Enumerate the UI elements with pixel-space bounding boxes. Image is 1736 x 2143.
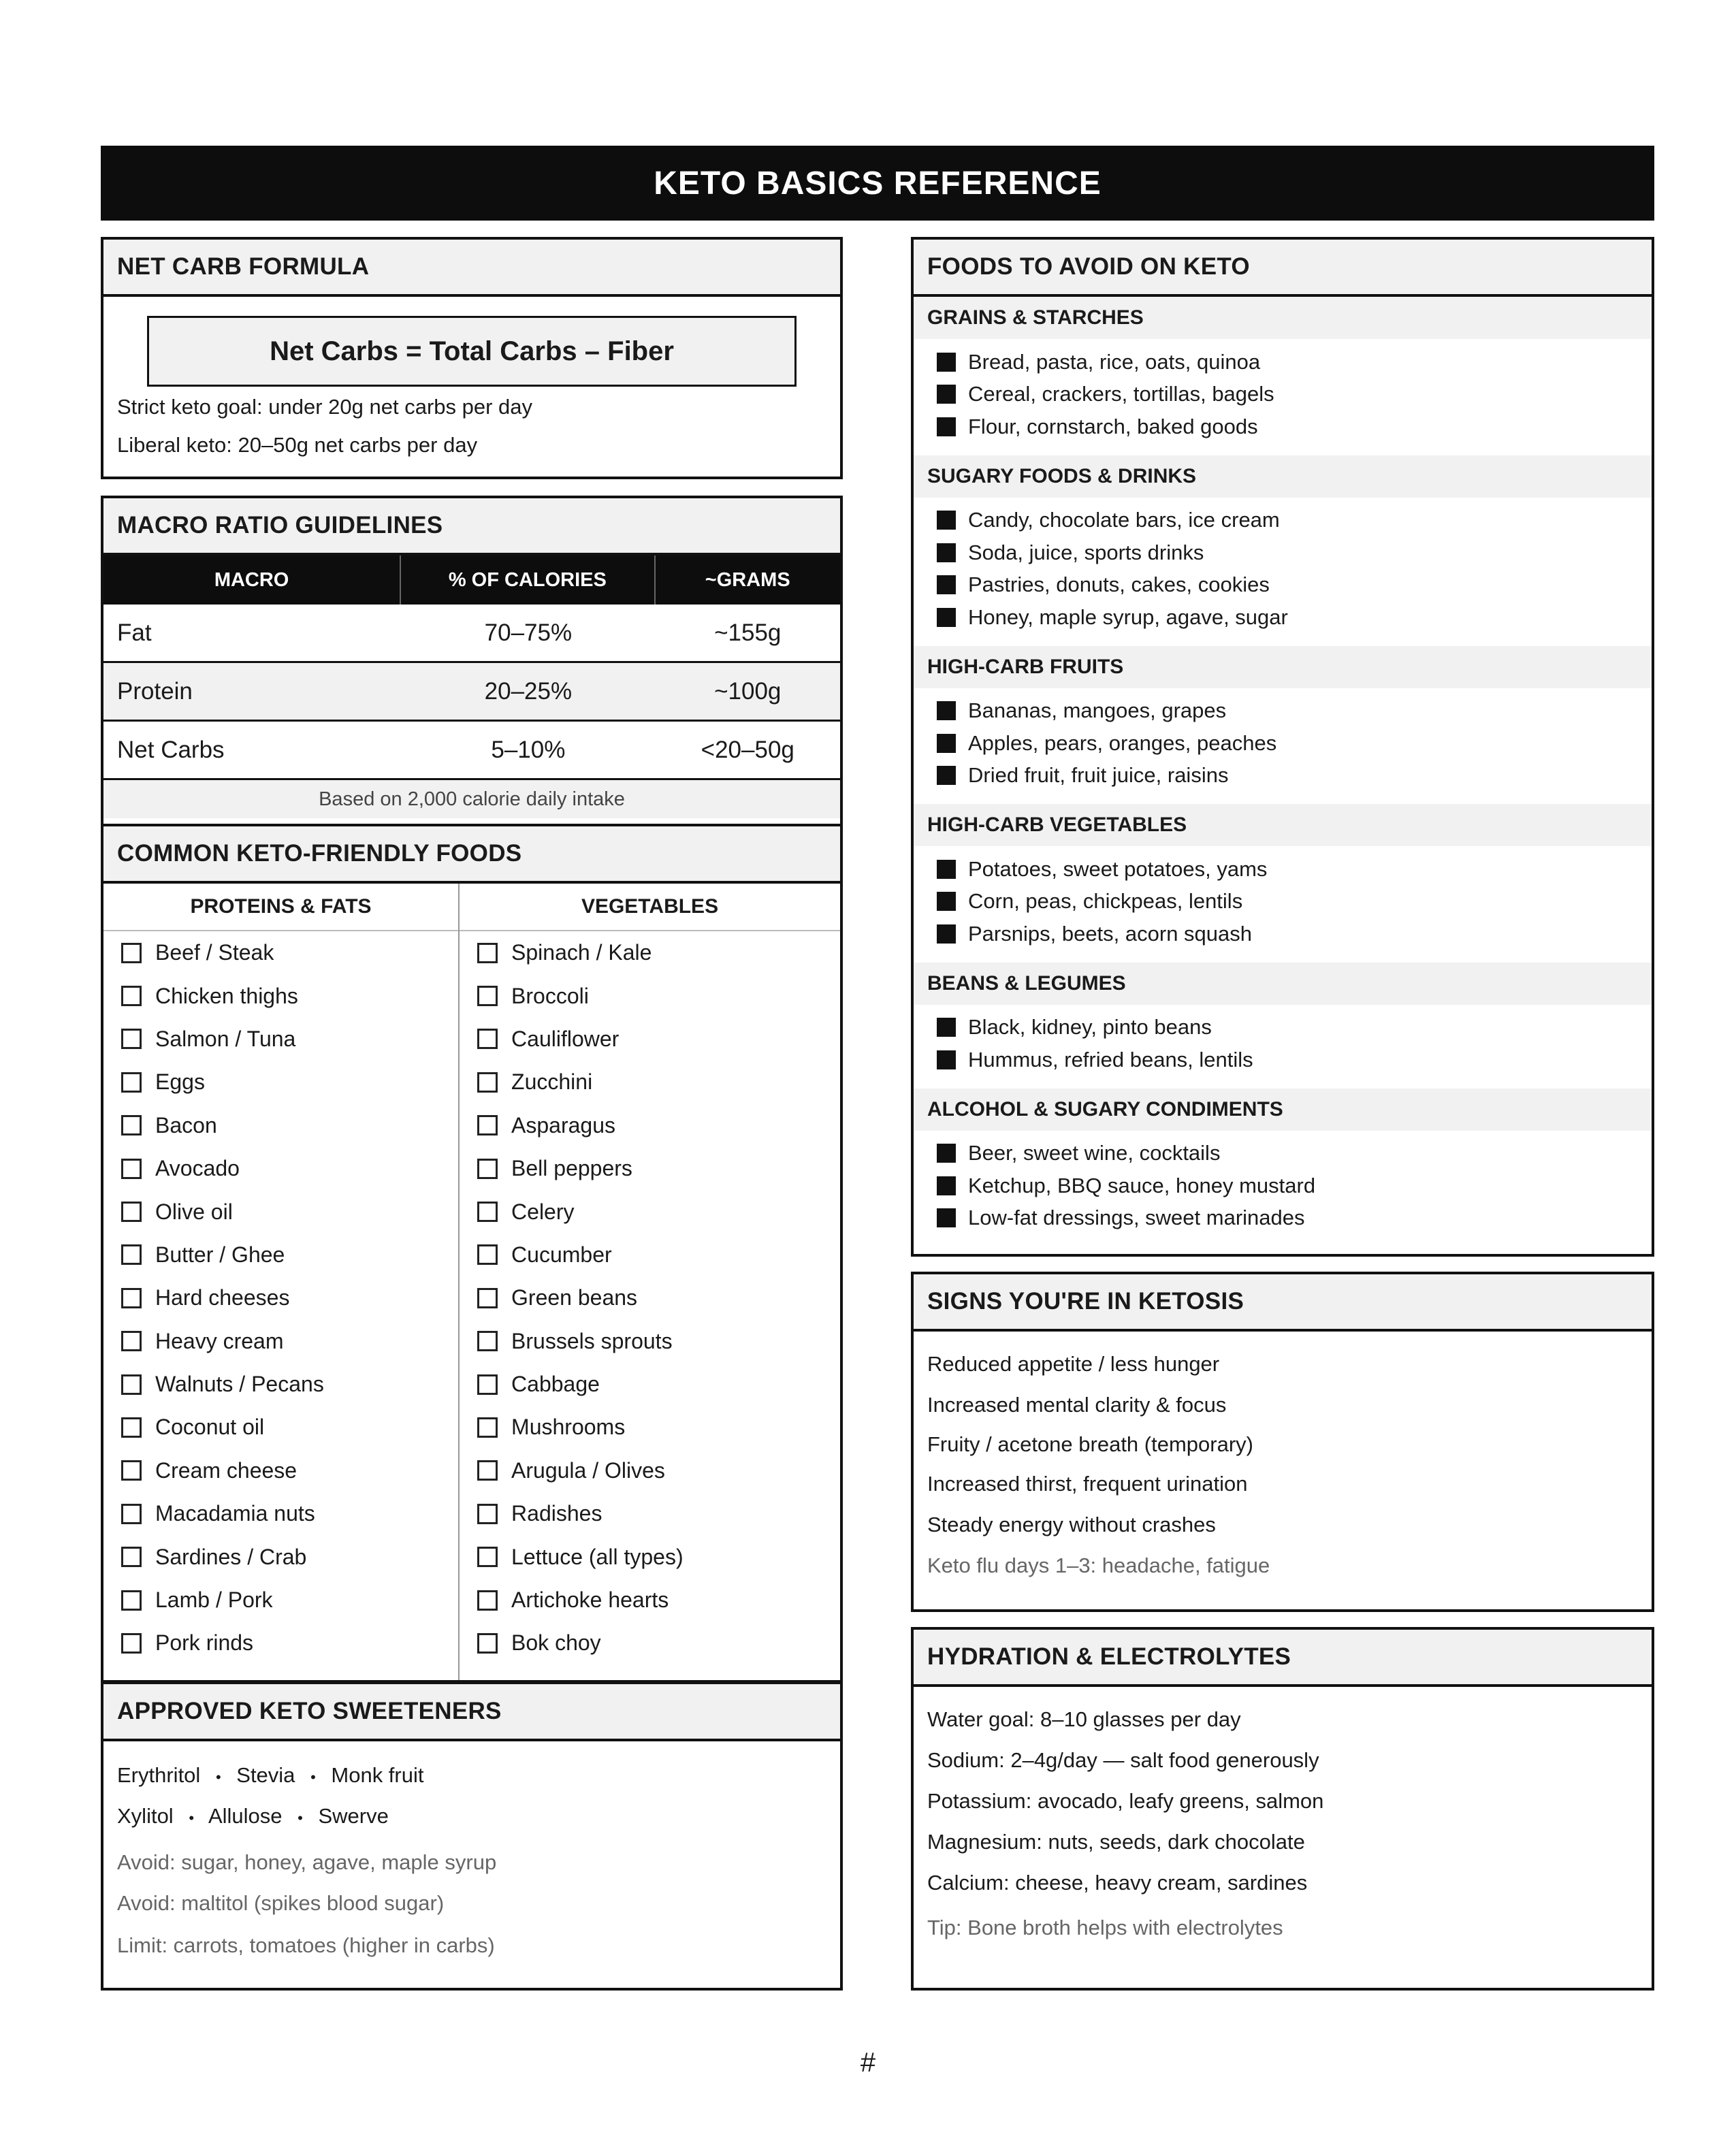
- vegetable-label: Broccoli: [511, 983, 589, 1008]
- checkbox-icon[interactable]: [477, 1331, 498, 1351]
- avoid-item: [914, 601, 1652, 634]
- vegetable-item[interactable]: [460, 1320, 840, 1363]
- protein-label: Macadamia nuts: [155, 1501, 315, 1526]
- protein-label: Salmon / Tuna: [155, 1026, 296, 1051]
- avoid-item-label: Soda, juice, sports drinks: [968, 540, 1204, 564]
- vegetable-item[interactable]: [460, 1061, 840, 1103]
- checkbox-icon[interactable]: [477, 943, 498, 963]
- vegetable-item[interactable]: [460, 974, 840, 1017]
- vegetable-label: Zucchini: [511, 1069, 593, 1095]
- vegetable-label: Green beans: [511, 1285, 638, 1310]
- checkbox-icon[interactable]: [121, 1029, 142, 1049]
- protein-label: Cream cheese: [155, 1457, 298, 1483]
- protein-item[interactable]: [103, 1190, 458, 1233]
- avoid-item-label: Bread, pasta, rice, oats, quinoa: [968, 349, 1261, 374]
- avoid-heading: FOODS TO AVOID ON KETO: [914, 240, 1652, 297]
- grams-col-header: ~GRAMS: [705, 568, 790, 591]
- net-carb-heading: NET CARB FORMULA: [103, 240, 840, 297]
- avoid-item-label: Honey, maple syrup, agave, sugar: [968, 605, 1288, 629]
- protein-item[interactable]: [103, 1579, 458, 1622]
- checkbox-icon[interactable]: [477, 1590, 498, 1611]
- vegetable-item[interactable]: [460, 1363, 840, 1406]
- avoid-item: [914, 1044, 1652, 1076]
- square-bullet-icon: [937, 575, 956, 594]
- hydration-panel: [911, 1627, 1654, 1991]
- vegetable-label: Brussels sprouts: [511, 1328, 673, 1353]
- square-bullet-icon: [937, 701, 956, 720]
- avoid-list: [914, 339, 1652, 455]
- vegetable-item[interactable]: [460, 1147, 840, 1190]
- avoid-list: [914, 846, 1652, 963]
- vegetable-label: Artichoke hearts: [511, 1588, 669, 1613]
- checkbox-icon[interactable]: [121, 986, 142, 1006]
- checkbox-icon[interactable]: [477, 1417, 498, 1438]
- avoid-group-title: HIGH-CARB FRUITS: [914, 646, 1652, 688]
- vegetable-label: Asparagus: [511, 1112, 616, 1138]
- avoid-item-label: Hummus, refried beans, lentils: [968, 1047, 1253, 1072]
- vegetable-item[interactable]: [460, 1018, 840, 1061]
- avoid-item: [914, 1202, 1652, 1235]
- checkbox-icon[interactable]: [121, 1115, 142, 1135]
- square-bullet-icon: [937, 543, 956, 562]
- checkbox-icon[interactable]: [121, 1244, 142, 1265]
- square-bullet-icon: [937, 766, 956, 785]
- sweetener-limit-note: Limit: carrots, tomatoes (higher in carbs): [117, 1933, 495, 1957]
- checkbox-icon[interactable]: [477, 1288, 498, 1308]
- checkbox-icon[interactable]: [121, 1159, 142, 1179]
- avoid-item: [914, 378, 1652, 411]
- vegetable-label: Cauliflower: [511, 1026, 620, 1051]
- avoid-item-label: Corn, peas, chickpeas, lentils: [968, 889, 1243, 914]
- avoid-group: [914, 646, 1652, 805]
- hydration-item: Sodium: 2–4g/day — salt food generously: [927, 1748, 1319, 1772]
- square-bullet-icon: [937, 417, 956, 436]
- avoid-item-label: Ketchup, BBQ sauce, honey mustard: [968, 1173, 1316, 1197]
- sweetener-avoid-note-1: Avoid: sugar, honey, agave, maple syrup: [117, 1850, 497, 1874]
- avoid-item-label: Black, kidney, pinto beans: [968, 1015, 1212, 1040]
- protein-label: Avocado: [155, 1156, 240, 1181]
- macro-name: Protein: [117, 677, 193, 705]
- vegetable-label: Cucumber: [511, 1242, 612, 1267]
- macro-row-net-carbs: [103, 722, 840, 780]
- avoid-group: [914, 455, 1652, 646]
- vegetable-item[interactable]: [460, 1492, 840, 1535]
- checkbox-icon[interactable]: [121, 1504, 142, 1524]
- avoid-item-label: Flour, cornstarch, baked goods: [968, 414, 1258, 438]
- ketosis-sign: Reduced appetite / less hunger: [927, 1352, 1220, 1376]
- checkbox-icon[interactable]: [477, 1633, 498, 1654]
- ketosis-sign: Steady energy without crashes: [927, 1513, 1216, 1536]
- sweeteners-line-2: Xylitol • Allulose • Swerve: [117, 1804, 389, 1828]
- avoid-item-label: Bananas, mangoes, grapes: [968, 698, 1227, 723]
- checkbox-icon[interactable]: [121, 1417, 142, 1438]
- vegetable-item[interactable]: [460, 1276, 840, 1319]
- checkbox-icon[interactable]: [121, 1547, 142, 1567]
- sweetener-stevia: Stevia: [236, 1763, 295, 1787]
- avoid-group-title: GRAINS & STARCHES: [914, 297, 1652, 339]
- vegetables-column: [460, 884, 840, 1680]
- sweetener-xylitol: Xylitol: [117, 1804, 174, 1828]
- avoid-group-title: SUGARY FOODS & DRINKS: [914, 455, 1652, 498]
- proteins-heading: PROTEINS & FATS: [103, 884, 458, 931]
- checkbox-icon[interactable]: [477, 1547, 498, 1567]
- protein-item[interactable]: [103, 1449, 458, 1492]
- avoid-group-title: ALCOHOL & SUGARY CONDIMENTS: [914, 1089, 1652, 1131]
- vegetable-item[interactable]: [460, 1104, 840, 1147]
- protein-item[interactable]: [103, 1018, 458, 1061]
- avoid-item: [914, 695, 1652, 728]
- checkbox-icon[interactable]: [121, 1460, 142, 1481]
- macro-grams: ~155g: [714, 619, 782, 646]
- avoid-item: [914, 410, 1652, 443]
- checkbox-icon[interactable]: [121, 1374, 142, 1395]
- checkbox-icon[interactable]: [121, 1590, 142, 1611]
- protein-label: Hard cheeses: [155, 1285, 290, 1310]
- net-carb-formula: Net Carbs = Total Carbs – Fiber: [147, 316, 797, 387]
- avoid-item-label: Dried fruit, fruit juice, raisins: [968, 763, 1229, 788]
- sweeteners-panel: [101, 1681, 843, 1991]
- protein-label: Sardines / Crab: [155, 1544, 307, 1569]
- avoid-item-label: Potatoes, sweet potatoes, yams: [968, 856, 1268, 881]
- checkbox-icon[interactable]: [477, 1029, 498, 1049]
- vegetable-label: Radishes: [511, 1501, 602, 1526]
- net-carb-panel: [101, 237, 843, 479]
- ketosis-sign: Fruity / acetone breath (temporary): [927, 1432, 1253, 1456]
- avoid-group-title: HIGH-CARB VEGETABLES: [914, 804, 1652, 846]
- foods-columns: [103, 884, 840, 1680]
- avoid-item: [914, 760, 1652, 792]
- protein-item[interactable]: [103, 1276, 458, 1319]
- square-bullet-icon: [937, 1144, 956, 1163]
- protein-label: Beef / Steak: [155, 940, 274, 965]
- avoid-item: [914, 727, 1652, 760]
- macro-grams: ~100g: [714, 677, 782, 705]
- hydration-item: Calcium: cheese, heavy cream, sardines: [927, 1871, 1308, 1895]
- square-bullet-icon: [937, 353, 956, 372]
- vegetable-label: Lettuce (all types): [511, 1544, 684, 1569]
- avoid-group: [914, 297, 1652, 455]
- avoid-item: [914, 504, 1652, 537]
- vegetable-label: Celery: [511, 1199, 575, 1224]
- avoid-group: [914, 804, 1652, 963]
- hydration-item: Water goal: 8–10 glasses per day: [927, 1707, 1241, 1731]
- page-number: #: [860, 2048, 876, 2078]
- liberal-goal-text: Liberal keto: 20–50g net carbs per day: [117, 433, 478, 457]
- avoid-group: [914, 1089, 1652, 1247]
- vegetable-label: Spinach / Kale: [511, 940, 652, 965]
- macro-percent: 20–25%: [484, 677, 573, 705]
- macro-heading: MACRO RATIO GUIDELINES: [103, 498, 840, 555]
- macro-percent: 5–10%: [491, 736, 566, 763]
- checkbox-icon[interactable]: [121, 1202, 142, 1222]
- square-bullet-icon: [937, 924, 956, 944]
- checkbox-icon[interactable]: [121, 1288, 142, 1308]
- keto-flu-note: Keto flu days 1–3: headache, fatigue: [927, 1553, 1270, 1577]
- avoid-item-label: Apples, pears, oranges, peaches: [968, 730, 1277, 755]
- sweeteners-heading: APPROVED KETO SWEETENERS: [103, 1684, 840, 1741]
- protein-item[interactable]: [103, 1147, 458, 1190]
- vegetable-label: Bell peppers: [511, 1156, 632, 1181]
- vegetable-label: Mushrooms: [511, 1415, 626, 1440]
- ketosis-sign: Increased mental clarity & focus: [927, 1393, 1227, 1417]
- sweetener-swerve: Swerve: [318, 1804, 389, 1828]
- hydration-tip: Tip: Bone broth helps with electrolytes: [927, 1916, 1283, 1939]
- avoid-item: [914, 1170, 1652, 1202]
- avoid-panel: [911, 237, 1654, 1257]
- protein-label: Walnuts / Pecans: [155, 1372, 324, 1397]
- avoid-item-label: Candy, chocolate bars, ice cream: [968, 508, 1280, 532]
- avoid-item: [914, 1138, 1652, 1170]
- square-bullet-icon: [937, 1208, 956, 1227]
- sweeteners-line-1: Erythritol • Stevia • Monk fruit: [117, 1763, 424, 1787]
- checkbox-icon[interactable]: [121, 1072, 142, 1093]
- avoid-item-label: Low-fat dressings, sweet marinades: [968, 1206, 1305, 1230]
- avoid-item: [914, 536, 1652, 569]
- ketosis-sign: Increased thirst, frequent urination: [927, 1472, 1248, 1496]
- vegetable-item[interactable]: [460, 1234, 840, 1276]
- protein-item[interactable]: [103, 1535, 458, 1578]
- square-bullet-icon: [937, 511, 956, 530]
- protein-item[interactable]: [103, 1492, 458, 1535]
- square-bullet-icon: [937, 608, 956, 627]
- sweetener-avoid-note-2: Avoid: maltitol (spikes blood sugar): [117, 1891, 445, 1915]
- avoid-item-label: Beer, sweet wine, cocktails: [968, 1141, 1221, 1165]
- protein-item[interactable]: [103, 1234, 458, 1276]
- avoid-group: [914, 963, 1652, 1089]
- vegetable-item[interactable]: [460, 931, 840, 974]
- protein-item[interactable]: [103, 974, 458, 1017]
- checkbox-icon[interactable]: [121, 943, 142, 963]
- protein-item[interactable]: [103, 1406, 458, 1449]
- protein-label: Chicken thighs: [155, 983, 298, 1008]
- checkbox-icon[interactable]: [477, 1072, 498, 1093]
- square-bullet-icon: [937, 385, 956, 404]
- avoid-item: [914, 853, 1652, 886]
- protein-label: Heavy cream: [155, 1328, 284, 1353]
- square-bullet-icon: [937, 1176, 956, 1195]
- square-bullet-icon: [937, 1050, 956, 1069]
- protein-label: Pork rinds: [155, 1630, 254, 1656]
- foods-panel: [101, 824, 843, 1683]
- macro-grams: <20–50g: [701, 736, 794, 763]
- avoid-item: [914, 346, 1652, 378]
- checkbox-icon[interactable]: [121, 1633, 142, 1654]
- vegetables-heading: VEGETABLES: [460, 884, 840, 931]
- protein-item[interactable]: [103, 1104, 458, 1147]
- ketosis-panel: [911, 1272, 1654, 1612]
- vegetable-item[interactable]: [460, 1406, 840, 1449]
- protein-label: Lamb / Pork: [155, 1588, 273, 1613]
- macro-table-header: [103, 555, 840, 605]
- vegetable-label: Cabbage: [511, 1372, 600, 1397]
- avoid-item-label: Cereal, crackers, tortillas, bagels: [968, 382, 1274, 406]
- avoid-item: [914, 569, 1652, 602]
- macro-name: Net Carbs: [117, 736, 225, 763]
- hydration-heading: HYDRATION & ELECTROLYTES: [914, 1630, 1652, 1687]
- sweetener-erythritol: Erythritol: [117, 1763, 201, 1787]
- avoid-item-label: Parsnips, beets, acorn squash: [968, 921, 1253, 946]
- checkbox-icon[interactable]: [477, 1159, 498, 1179]
- macro-name: Fat: [117, 619, 152, 646]
- vegetable-item[interactable]: [460, 1190, 840, 1233]
- vegetable-item[interactable]: [460, 1622, 840, 1664]
- checkbox-icon[interactable]: [477, 1115, 498, 1135]
- macro-percent: 70–75%: [484, 619, 573, 646]
- avoid-group-title: BEANS & LEGUMES: [914, 963, 1652, 1005]
- avoid-list: [914, 1131, 1652, 1247]
- sweetener-monk-fruit: Monk fruit: [331, 1763, 424, 1787]
- avoid-item: [914, 1012, 1652, 1044]
- protein-label: Eggs: [155, 1069, 205, 1095]
- avoid-list: [914, 498, 1652, 646]
- checkbox-icon[interactable]: [477, 986, 498, 1006]
- proteins-column: [103, 884, 460, 1680]
- macro-panel: [101, 496, 843, 825]
- protein-item[interactable]: [103, 1061, 458, 1103]
- vegetable-item[interactable]: [460, 1579, 840, 1622]
- protein-label: Olive oil: [155, 1199, 233, 1224]
- vegetable-label: Arugula / Olives: [511, 1457, 665, 1483]
- ketosis-heading: SIGNS YOU'RE IN KETOSIS: [914, 1274, 1652, 1332]
- checkbox-icon[interactable]: [121, 1331, 142, 1351]
- protein-label: Coconut oil: [155, 1415, 265, 1440]
- percent-col-header: % OF CALORIES: [401, 555, 655, 605]
- protein-label: Butter / Ghee: [155, 1242, 285, 1267]
- strict-goal-text: Strict keto goal: under 20g net carbs per day: [117, 395, 533, 419]
- avoid-item: [914, 886, 1652, 918]
- macro-col-header: MACRO: [103, 555, 401, 605]
- protein-item[interactable]: [103, 931, 458, 974]
- protein-label: Bacon: [155, 1112, 217, 1138]
- vegetable-item[interactable]: [460, 1535, 840, 1578]
- square-bullet-icon: [937, 1018, 956, 1037]
- hydration-item: Magnesium: nuts, seeds, dark chocolate: [927, 1830, 1305, 1854]
- checkbox-icon[interactable]: [477, 1460, 498, 1481]
- protein-item[interactable]: [103, 1622, 458, 1664]
- macro-row-protein: [103, 663, 840, 722]
- protein-item[interactable]: [103, 1363, 458, 1406]
- square-bullet-icon: [937, 860, 956, 879]
- checkbox-icon[interactable]: [477, 1504, 498, 1524]
- vegetable-label: Bok choy: [511, 1630, 601, 1656]
- checkbox-icon[interactable]: [477, 1244, 498, 1265]
- avoid-list: [914, 688, 1652, 805]
- foods-heading: COMMON KETO-FRIENDLY FOODS: [103, 826, 840, 884]
- macro-note: Based on 2,000 calorie daily intake: [103, 780, 840, 818]
- checkbox-icon[interactable]: [477, 1374, 498, 1395]
- square-bullet-icon: [937, 734, 956, 753]
- avoid-list: [914, 1005, 1652, 1089]
- avoid-item-label: Pastries, donuts, cakes, cookies: [968, 573, 1270, 597]
- page-title: KETO BASICS REFERENCE: [101, 146, 1654, 221]
- square-bullet-icon: [937, 892, 956, 911]
- sweetener-allulose: Allulose: [208, 1804, 283, 1828]
- protein-item[interactable]: [103, 1320, 458, 1363]
- vegetable-item[interactable]: [460, 1449, 840, 1492]
- avoid-item: [914, 918, 1652, 950]
- hydration-item: Potassium: avocado, leafy greens, salmon: [927, 1789, 1324, 1813]
- checkbox-icon[interactable]: [477, 1202, 498, 1222]
- macro-row-fat: [103, 605, 840, 663]
